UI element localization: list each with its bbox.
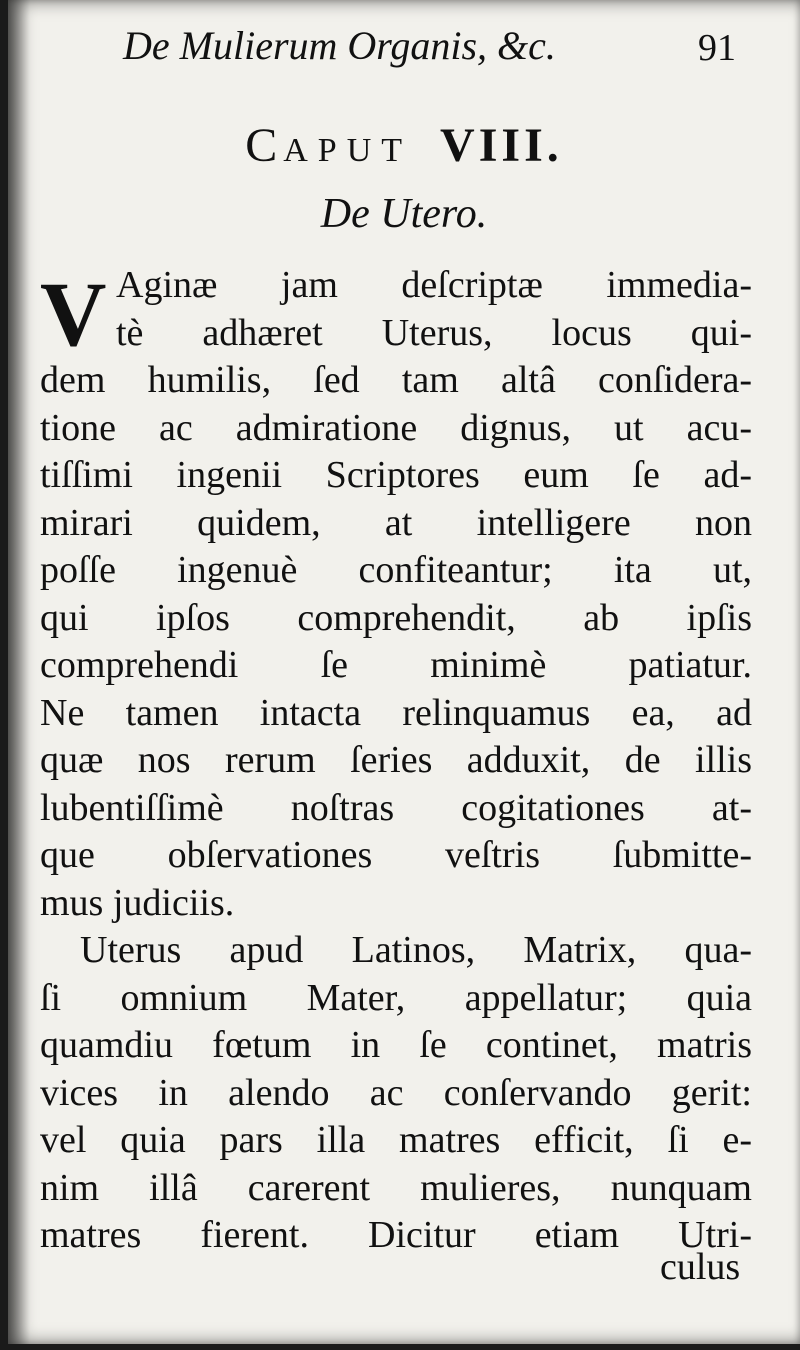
page-number: 91 — [698, 27, 736, 69]
chapter-heading-word: APUT — [283, 132, 413, 169]
text-line: nim illâ carerent mulieres, nunquam — [40, 1166, 752, 1209]
text-line: Uterus apud Latinos, Matrix, qua- — [80, 929, 752, 971]
text-line: dem humilis, ſed tam altâ conſidera- — [40, 359, 752, 401]
text-line: poſſe ingenuè confiteantur; ita ut, — [40, 549, 752, 591]
text-line: quamdiu fœtum in ſe continet, matris — [40, 1024, 752, 1066]
section-title: De Utero. — [320, 191, 488, 237]
drop-cap: V — [40, 263, 107, 365]
text-line: Ne tamen intacta relinquamus ea, ad — [40, 691, 752, 734]
chapter-heading — [8, 118, 800, 173]
text-line: vel quia pars illa matres efficit, ſi e- — [40, 1119, 752, 1161]
chapter-number: VIII. — [440, 119, 563, 172]
running-head-title: De Mulierum Organis, &c. — [123, 23, 556, 68]
catchword: culus — [660, 1246, 741, 1288]
text-line: Aginæ jam deſcriptæ immedia- — [116, 264, 752, 306]
text-line: tione ac admiratione dignus, ut acu- — [40, 406, 752, 449]
text-line: que obſervationes veſtris ſubmitte- — [40, 834, 752, 876]
text-line: comprehendi ſe minimè patiatur. — [40, 644, 752, 686]
text-line: tiſſimi ingenii Scriptores eum ſe ad- — [40, 454, 752, 496]
text-line: lubentiſſimè noſtras cogitationes at- — [40, 786, 752, 829]
text-line: ſi omnium Mater, appellatur; quia — [40, 976, 752, 1019]
text-line: quæ nos rerum ſeries adduxit, de illis — [40, 739, 752, 781]
body-text — [40, 262, 752, 1260]
text-line: qui ipſos comprehendit, ab ipſis — [40, 596, 752, 639]
text-line: mirari quidem, at intelligere non — [40, 501, 752, 544]
text-line: matres fierent. Dicitur etiam Utri- — [40, 1214, 752, 1256]
text-line: vices in alendo ac conſervando gerit: — [40, 1071, 752, 1114]
chapter-heading-initial: C — [245, 119, 284, 172]
text-line: mus judiciis. — [40, 881, 235, 924]
text-line: tè adhæret Uterus, locus qui- — [116, 311, 752, 354]
running-head — [8, 22, 800, 72]
